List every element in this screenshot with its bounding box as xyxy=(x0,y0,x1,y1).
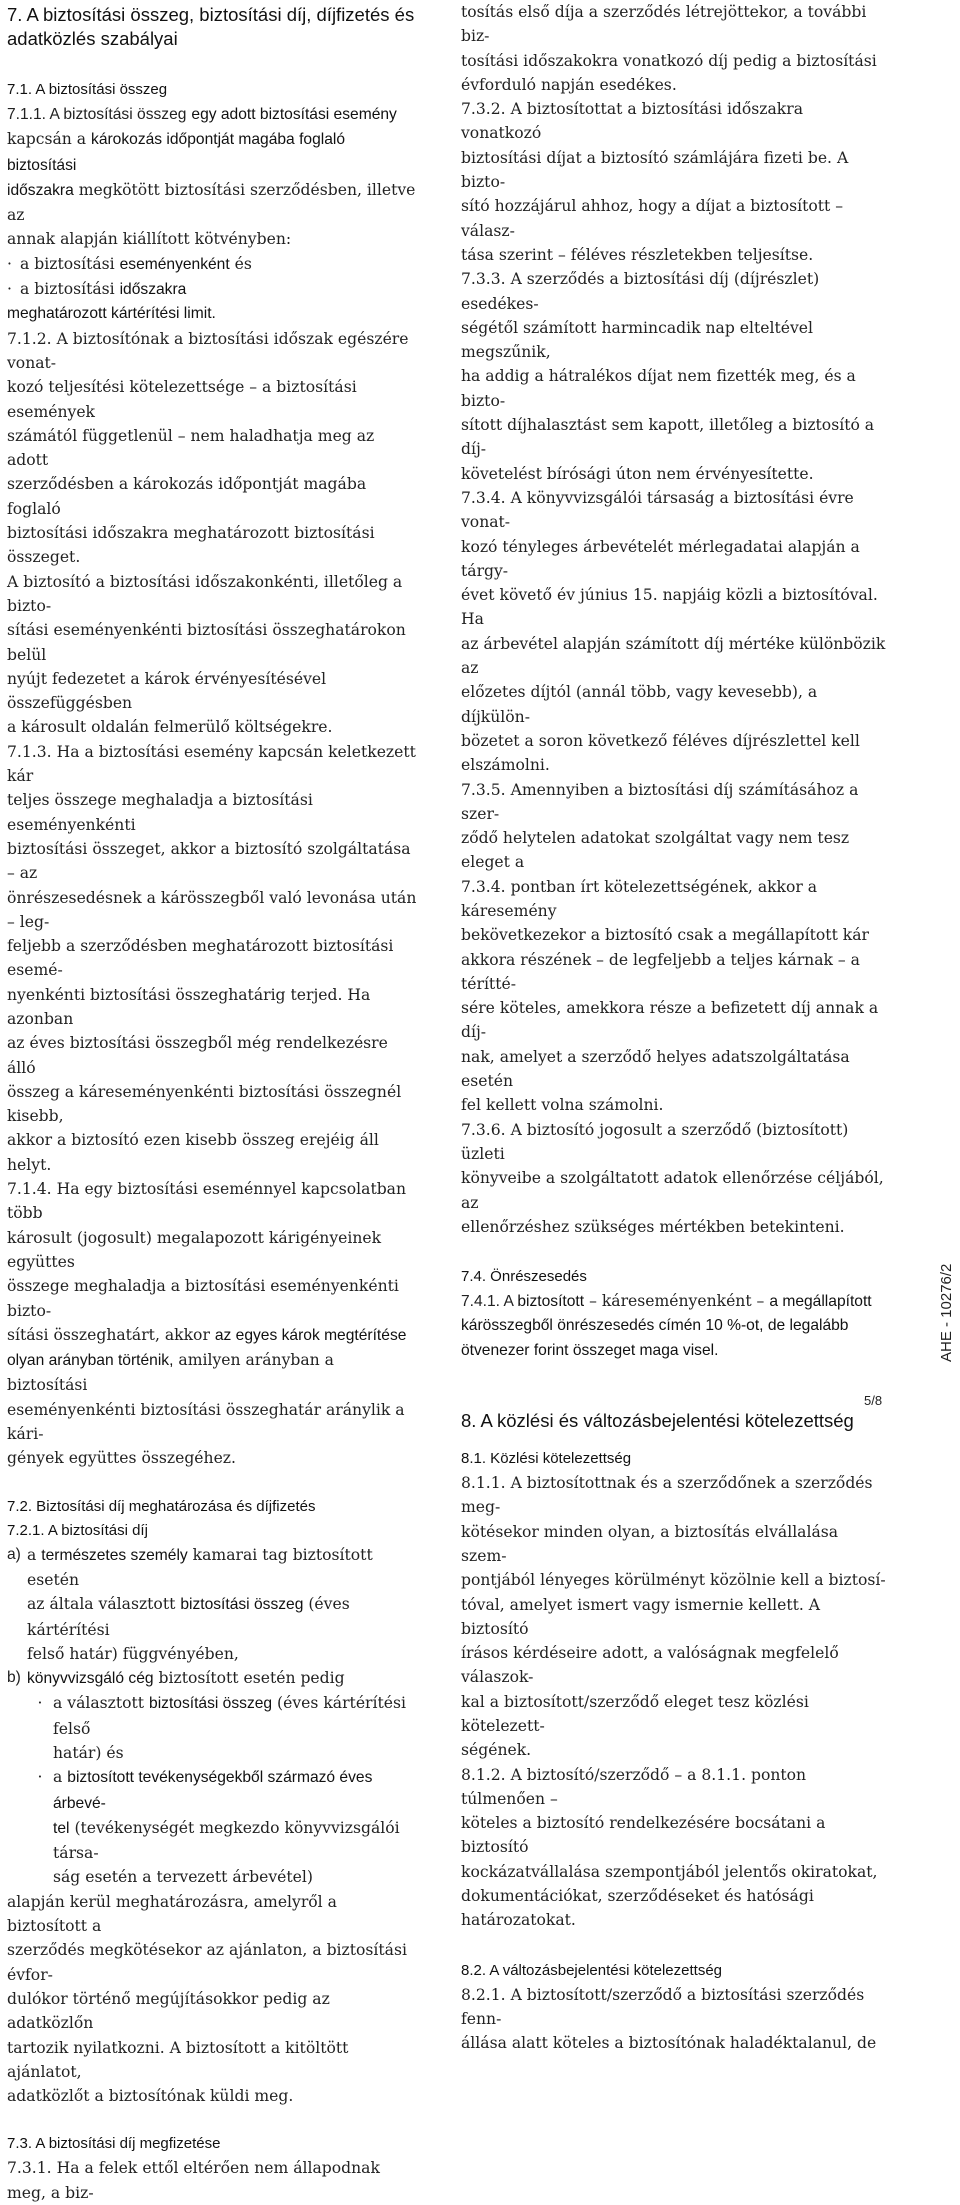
section-8-2-heading: 8.2. A változásbejelentési kötelezettség xyxy=(461,1961,723,1979)
paragraph-7-1-2: 7.1.2. A biztosítónak a biztosítási időszak egészére vonat- kozó teljesítési kötelezettsége – a biztosítási események számától függetlenül – nem haladhatja meg az adott szerződésben a károkozás időpontját magába foglaló biztosítási időszakra meghatározott biztosítási összeget. A biztosító a biztosítási időszakonkénti, illetőleg a bizto- sítási eseményenkénti biztosítási összeghatárokon belül nyújt fedezetet a károk érvényesítésével összefüggésben a károsult oldalán felmerülő költségekre. xyxy=(7,329,409,737)
sub-bullet-item: · a biztosított tevékenységekből származó éves árbevé- xyxy=(37,1768,373,1812)
section-8-title: 8. A közlési és változásbejelentési kötelezettség xyxy=(461,1410,854,1432)
paragraph-7-3-5: 7.3.5. Amennyiben a biztosítási díj számításához a szer- ződő helytelen adatokat szolgáltat vagy nem tesz eleget a 7.3.4. pontban írt kötelezettségének, akkor a káresemény bekövetkezekor a biztosító csak a megállapított kár akkora részének – de legfeljebb a teljes kárnak – a térítté- sére köteles, amekkora része a befizetett díj annak a díj- nak, amelyet a szerződő helyes adatszolgáltatása esetén fel kellett volna számolni. xyxy=(461,780,879,1115)
list-item-a: a) a természetes személy kamarai tag biztosított esetén az általa választott biztosítási összeg (éves kártérítési felső határ) függvényében, xyxy=(7,1545,373,1663)
section-7-3-heading: 7.3. A biztosítási díj megfizetése xyxy=(7,2135,221,2153)
paragraph-7-1-3: 7.1.3. Ha a biztosítási esemény kapcsán keletkezett kár teljes összege meghaladja a biztosítási eseményenkénti biztosítási összeget, akkor a biztosító szolgáltatása – az önrészesedésnek a kárösszegből való levonása után – leg- feljebb a szerződésben meghatározott biztosítási esemé- nyenkénti biztosítási összeghatárig terjed. Ha azonban az éves biztosítási összegből még rendelkezésre álló összeg a káreseményenkénti biztosítási összegnél kisebb, akkor a biztosító ezen kisebb összeg erejéig áll helyt. xyxy=(7,742,417,1174)
paragraph-7-1-1: 7.1.1. A biztosítási összeg egy adott biztosítási esemény kapcsán a károkozás időpontját magába foglaló biztosítási időszakra megkötött biztosítási szerződésben, illetve az annak alapján kiállított kötvényben: · a biztosítási eseményenként és · a biztosítási időszakra meghatározott kártérítési limit. xyxy=(7,106,416,323)
paragraph-7-2-1-tail: alapján kerül meghatározásra, amelyről a biztosított a szerződés megkötésekor az ajánlaton, a biztosítási évfor- dulókor történő megújításokkor pedig az adatközlőn tartozik nyilatkozni. A biztosított a kitöltött ajánlatot, adatközlőt a biztosítónak küldi meg. xyxy=(7,1892,407,2106)
bullet-item: · a biztosítási eseményenként és xyxy=(7,254,252,273)
paragraph-8-1-1: 8.1.1. A biztosítottnak és a szerződőnek a szerződés meg- kötésekor minden olyan, a biztosítás elvállalása szem- pontjából lényeges körülményt közölnie kell a biztosí- tóval, amelyet ismert vagy ismernie kellett. A biztosító írásos kérdéseire adott, a valóságnak megfelelő válaszok- kal a biztosított/szerződő eleget tesz közlési kötelezett- ségének. xyxy=(461,1474,886,1760)
paragraph-7-3-1-continued: tosítás első díja a szerződés létrejöttekor, a további biz- tosítási időszakokra vonatkozó díj pedig a biztosítási évforduló napján esedékes. xyxy=(461,3,877,94)
paragraph-7-3-6: 7.3.6. A biztosító jogosult a szerződő (biztosított) üzleti könyveibe a szolgáltatott adatok ellenőrzése céljából, az ellenőrzéshez szükséges mértékben betekinteni. xyxy=(461,1120,884,1236)
section-7-2-heading: 7.2. Biztosítási díj meghatározása és díjfizetés xyxy=(7,1497,316,1515)
paragraph-7-4-1: 7.4.1. A biztosított – káreseményenként – a megállapított kárösszegből önrészesedés címén 10 %-ot, de legalább ötvenezer forint összeget maga visel. xyxy=(461,1292,872,1359)
paragraph-7-1-4: 7.1.4. Ha egy biztosítási eseménnyel kapcsolatban több károsult (jogosult) megalapozott kárigényeinek együttes összege meghaladja a biztosítási eseményenkénti bizto- sítási összeghatárt, akkor az egyes károk megtérítése olyan arányban történik, amilyen arányban a biztosítási eseményenkénti biztosítási összeghatár aránylik a kári- gények együttes összegéhez. xyxy=(7,1180,407,1468)
paragraph-7-3-2: 7.3.2. A biztosítottat a biztosítási időszakra vonatkozó biztosítási díjat a biztosító számlájára fizeti be. A bizto- sító hozzájárul ahhoz, hogy a díjat a biztosított – válasz- tása szerint – féléves részletekben teljesítse. xyxy=(461,100,849,264)
page-number: 5/8 xyxy=(864,1393,883,1408)
paragraph-8-1-2: 8.1.2. A biztosító/szerződő – a 8.1.1. ponton túlmenően – köteles a biztosító rendelkezésére bocsátani a biztosító kockázatvállalása szempontjából jelentős okiratokat, dokumentációkat, szerződéseket és hatósági határozatokat. xyxy=(461,1765,878,1930)
bullet-item: · a biztosítási időszakra xyxy=(7,280,187,299)
list-item-b: b) könyvvizsgáló cég biztosított esetén pedig · a választott biztosítási összeg (éves kártérítési felső határ) és · a biztosított tevékenységekből származó éves árbevé- tel (tevékenységét megkezdo könyvvizsgálói társa- ság esetén a tervezett árbevétel) xyxy=(7,1666,417,1890)
paragraph-7-3-3: 7.3.3. A szerződés a biztosítási díj (díjrészlet) esedékes- ségétől számított harmincadik nap elteltével megszűnik, ha addig a hátralékos díjat nem fizették meg, és a bizto- sított díjhalasztást sem kapott, illetőleg a biztosító a díj- követelést bírósági úton nem érvényesítette. xyxy=(461,270,875,483)
section-7-title: 7. A biztosítási összeg, biztosítási díj, díjfizetés és adatközlés szabályai xyxy=(7,4,415,49)
paragraph-7-3-1: 7.3.1. Ha a felek ettől eltérően nem állapodnak meg, a biz- xyxy=(7,2159,380,2202)
left-column xyxy=(7,0,417,2205)
section-7-1-heading: 7.1. A biztosítási összeg xyxy=(7,81,168,98)
section-7-4-heading: 7.4. Önrészesedés xyxy=(461,1268,587,1286)
paragraph-8-2-1: 8.2.1. A biztosított/szerződő a biztosítási szerződés fenn- állása alatt köteles a biztosítónak haladéktalanul, de xyxy=(461,1985,877,2053)
section-7-2-1-heading: 7.2.1. A biztosítási díj xyxy=(7,1521,148,1539)
sub-bullet-item: · a választott biztosítási összeg (éves kártérítési felső xyxy=(37,1694,406,1738)
document-code: AHE - 10276/2 xyxy=(938,1263,955,1362)
section-8-1-heading: 8.1. Közlési kötelezettség xyxy=(461,1450,632,1468)
paragraph-7-3-4: 7.3.4. A könyvvizsgálói társaság a biztosítási évre vonat- kozó tényleges árbevételét mérlegadatai alapján a tárgy- évet követő év június 15. napjáig közli a biztosítóval. Ha az árbevétel alapján számított díj mértéke különbözik az előzetes díjtól (annál több, vagy kevesebb), a díjkülön- bözetet a soron következő féléves díjrészlettel kell elszámolni. xyxy=(461,488,886,775)
right-column xyxy=(461,0,886,2056)
